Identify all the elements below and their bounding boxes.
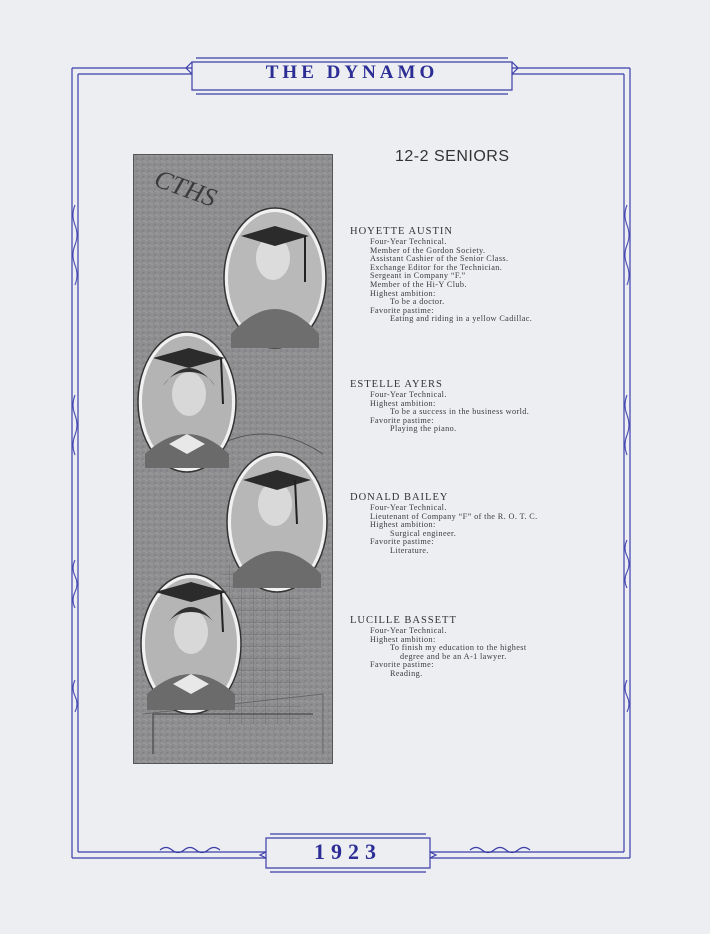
senior-photo-panel bbox=[133, 154, 333, 764]
portrait-lucille-bassett bbox=[141, 574, 241, 714]
entry-line: Exchange Editor for the Technician. bbox=[370, 262, 503, 272]
portrait-donald-bailey bbox=[227, 452, 327, 592]
senior-name: HOYETTE AUSTIN bbox=[350, 226, 453, 237]
senior-name: ESTELLE AYERS bbox=[350, 379, 443, 390]
header-title: THE DYNAMO bbox=[265, 62, 439, 83]
portrait-estelle-ayers bbox=[138, 332, 236, 472]
senior-entry bbox=[350, 492, 610, 556]
entry-line: Member of the Hi-Y Club. bbox=[370, 279, 467, 289]
entry-line: Favorite pastime: bbox=[370, 660, 434, 670]
entry-line: Assistant Cashier of the Senior Class. bbox=[370, 254, 509, 264]
senior-entry bbox=[350, 379, 610, 434]
senior-name: DONALD BAILEY bbox=[350, 492, 449, 503]
section-title: 12-2 SENIORS bbox=[395, 148, 510, 165]
entry-line: Favorite pastime: bbox=[370, 305, 434, 315]
footer-year: 1923 bbox=[314, 839, 382, 864]
entry-line: Lieutenant of Company “F” of the R. O. T. C. bbox=[370, 511, 538, 521]
entry-line: Favorite pastime: bbox=[370, 415, 434, 425]
entry-line: Eating and riding in a yellow Cadillac. bbox=[390, 314, 533, 324]
entry-line: Four-Year Technical. bbox=[370, 237, 447, 246]
entry-line: Four-Year Technical. bbox=[370, 626, 447, 635]
portrait-hoyette-austin bbox=[224, 208, 326, 348]
entry-line: Four-Year Technical. bbox=[370, 390, 447, 399]
entry-line: To be a doctor. bbox=[390, 297, 445, 307]
monogram-cths: CTHS bbox=[150, 163, 221, 213]
entry-line: Sergeant in Company “F.” bbox=[370, 271, 466, 281]
senior-entry bbox=[350, 226, 610, 324]
entry-line: Highest ambition: bbox=[370, 398, 436, 408]
entry-line: To be a success in the business world. bbox=[390, 407, 530, 417]
entry-line: Favorite pastime: bbox=[370, 537, 434, 547]
entry-line: Surgical engineer. bbox=[390, 528, 457, 538]
entry-line: To finish my education to the highest bbox=[390, 643, 527, 653]
entry-line: Literature. bbox=[390, 545, 429, 555]
entry-line: Reading. bbox=[390, 668, 423, 678]
entry-line: degree and be an A-1 lawyer. bbox=[400, 651, 507, 661]
entry-line: Highest ambition: bbox=[370, 520, 436, 530]
entry-line: Four-Year Technical. bbox=[370, 503, 447, 512]
entry-line: Highest ambition: bbox=[370, 288, 436, 298]
entry-line: Playing the piano. bbox=[390, 424, 457, 434]
entry-line: Member of the Gordon Society. bbox=[370, 245, 486, 255]
entry-line: Highest ambition: bbox=[370, 634, 436, 644]
senior-entry bbox=[350, 615, 610, 679]
senior-name: LUCILLE BASSETT bbox=[350, 615, 457, 626]
